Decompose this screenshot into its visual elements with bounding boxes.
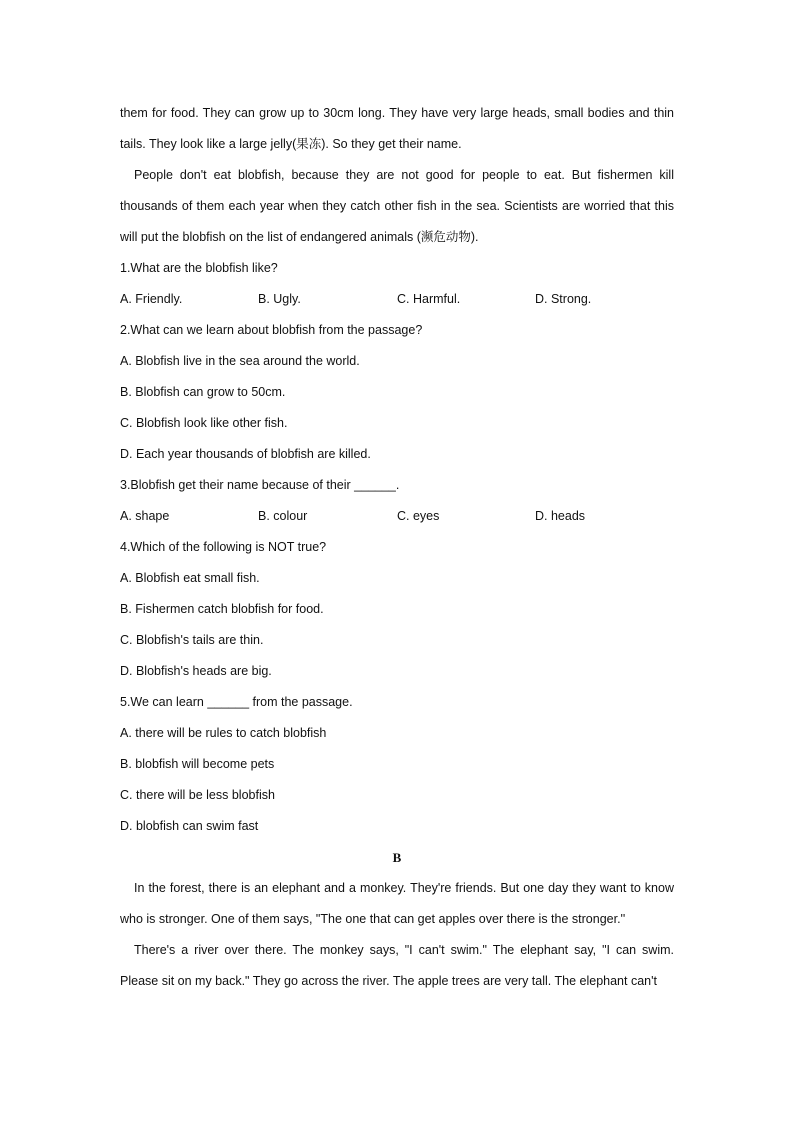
question-3-option-d: D. heads bbox=[535, 509, 586, 523]
question-1-option-d: D. Strong. bbox=[535, 292, 592, 306]
question-1-option-a: A. Friendly. bbox=[120, 292, 183, 306]
question-5-option-a: A. there will be rules to catch blobfish bbox=[120, 726, 327, 740]
question-1-option-b: B. Ugly. bbox=[258, 292, 301, 306]
question-4-option-c: C. Blobfish's tails are thin. bbox=[120, 633, 264, 647]
question-5-option-c: C. there will be less blobfish bbox=[120, 788, 275, 802]
question-5-option-d: D. blobfish can swim fast bbox=[120, 819, 259, 833]
question-2-option-c: C. Blobfish look like other fish. bbox=[120, 416, 288, 430]
document-content bbox=[120, 98, 674, 997]
section-b-heading: B bbox=[392, 850, 402, 865]
question-4-option-d: D. Blobfish's heads are big. bbox=[120, 664, 272, 678]
question-5-option-b: B. blobfish will become pets bbox=[120, 757, 275, 771]
passage-a-paragraph-1: them for food. They can grow up to 30cm long. They have very large heads, small bodies and thin tails. They look like a large jelly(果冻). So they get their name. bbox=[120, 106, 674, 151]
section-b-paragraph-2: There's a river over there. The monkey says, "I can't swim." The elephant say, "I can swim. Please sit on my back." They go across the river. The apple trees are very tall. The elephant can't bbox=[120, 943, 674, 988]
question-5-stem: 5.We can learn ______ from the passage. bbox=[120, 695, 353, 709]
question-3-option-a: A. shape bbox=[120, 509, 170, 523]
question-2-option-d: D. Each year thousands of blobfish are killed. bbox=[120, 447, 371, 461]
question-1-stem: 1.What are the blobfish like? bbox=[120, 261, 278, 275]
question-1-option-c: C. Harmful. bbox=[397, 292, 461, 306]
question-4-option-a: A. Blobfish eat small fish. bbox=[120, 571, 260, 585]
section-b-paragraph-1: In the forest, there is an elephant and a monkey. They're friends. But one day they want to know who is stronger. One of them says, "The one that can get apples over there is the stronger.'' bbox=[120, 881, 674, 926]
question-4-option-b: B. Fishermen catch blobfish for food. bbox=[120, 602, 324, 616]
question-2-stem: 2.What can we learn about blobfish from the passage? bbox=[120, 323, 423, 337]
question-2-option-a: A. Blobfish live in the sea around the world. bbox=[120, 354, 360, 368]
question-2-option-b: B. Blobfish can grow to 50cm. bbox=[120, 385, 286, 399]
question-1-options bbox=[120, 284, 674, 315]
question-3-option-c: C. eyes bbox=[397, 509, 440, 523]
question-4-stem: 4.Which of the following is NOT true? bbox=[120, 540, 327, 554]
question-3-stem: 3.Blobfish get their name because of their ______. bbox=[120, 478, 400, 492]
question-3-options bbox=[120, 501, 674, 532]
passage-a-paragraph-2: People don't eat blobfish, because they are not good for people to eat. But fishermen kill thousands of them each year when they catch other fish in the sea. Scientists are worried that this will put the blobfish on the list of endangered animals (濒危动物). bbox=[120, 168, 674, 244]
question-3-option-b: B. colour bbox=[258, 509, 308, 523]
